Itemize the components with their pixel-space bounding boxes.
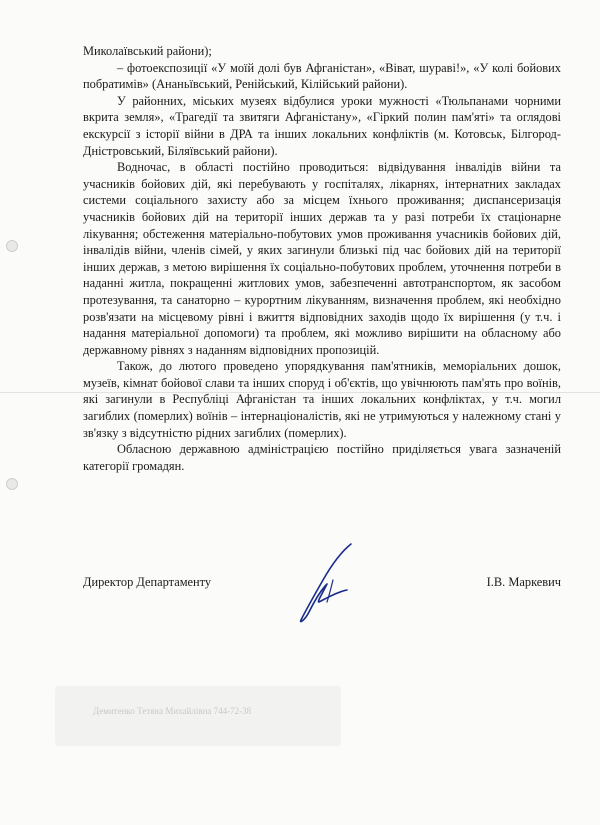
paragraph: У районних, міських музеях відбулися уроки мужності «Тюльпанами чорними вкрита земля», «Трагедії та звитяги Афганістану», «Гіркий полин пам'яті» та оглядові екскурсії з історії війни в ДРА та інших локальних конфліктів (м. Котовськ, Білгород-Дністровський, Біляївський райони). — [83, 93, 561, 158]
signatory-name: І.В. Маркевич — [486, 575, 561, 589]
paragraph: – фотоекспозиції «У моїй долі був Афганістан», «Віват, шураві!», «У колі бойових побратимів» (Ананьївський, Ренійський, Кілійський райони). — [83, 60, 561, 92]
paragraph: Обласною державною адміністрацією постійно приділяється увага зазначеній категорії громадян. — [83, 442, 561, 473]
signatory-title: Директор Департаменту — [83, 575, 212, 589]
paragraph: Миколаївський райони); — [83, 44, 212, 58]
letter-body — [83, 43, 561, 474]
punch-hole — [6, 240, 18, 252]
executor-text: Демитенко Тетяна Михайлівна 744-72-38 — [93, 706, 252, 716]
executor-note — [55, 686, 341, 746]
handwritten-signature — [287, 540, 367, 630]
paragraph: Також, до лютого проведено упорядкування пам'ятників, меморіальних дошок, музеїв, кімнат бойової слави та інших споруд і об'єктів, що увічнюють пам'ять про воїнів, які загинули в Республіці Афганістан та інших локальних конфліктах, у т.ч. могил загиблих (померлих) воїнів – інтернаціоналістів, які не утримуються у належному стані у зв'язку з відсутністю рідних загиблих (померлих). — [83, 359, 561, 440]
punch-hole — [6, 478, 18, 490]
paragraph: Водночас, в області постійно проводиться: відвідування інвалідів війни та учасників бойових дій, які перебувають у госпіталях, лікарнях, інтернатних закладах системи соціального захисту або за місцем їхнього проживання; диспансеризація учасників бойових дій на території інших держав та у разі потреби їх стаціонарне лікування; обстеження матеріально-побутових умов проживання учасників бойових дій, інвалідів війни, членів сімей, у яких загинули близькі під час бойових дій на території інших держав, з метою вирішення їх соціально-побутових проблем, уточнення потреби в наданні житла, покращенні житлових умов, забезпеченні автотранспортом, як засобом протезування, та санаторно – курортним лікуванням, визначення проблем, які необхідно розв'язати на місцевому рівні і вжиття відповідних заходів щодо їх вирішення (у т.ч. і надання матеріальної допомоги) та проблем, які можливо вирішити на обласному або державному рівнях з наданням відповідних пропозицій. — [83, 160, 561, 357]
